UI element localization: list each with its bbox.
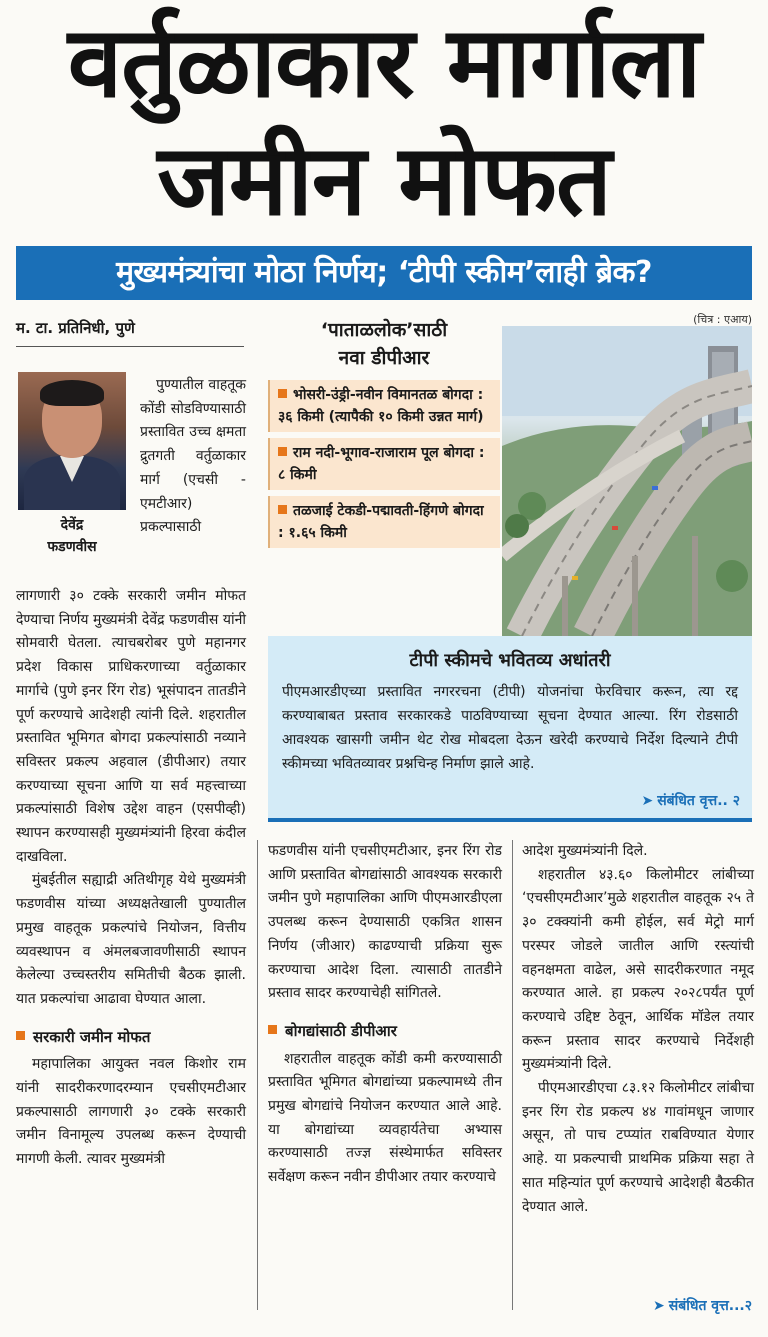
highway-illustration-svg <box>502 326 752 636</box>
headline-line-1: वर्तुळाकार मार्गाला <box>67 6 701 120</box>
photo-caption <box>18 514 126 558</box>
related-label: संबंधित वृत्त.. २ <box>657 793 740 809</box>
portrait-photo <box>18 372 126 510</box>
paragraph: आदेश मुख्यमंत्र्यांनी दिले. <box>522 843 648 859</box>
paragraph: शहरातील वाहतूक कोंडी कमी करण्यासाठी प्रस्तावित भूमिगत बोगद्यांच्या प्रकल्पामध्ये तीन प्रमुख बोगद्यांचे नियोजन करण्यात आले आहे. या बोगद्यांच्या व्यवहार्यतेचा अभ्यास करण्यासाठी तज्ज्ञ संस्थेमार्फत सविस्तर सर्वेक्षण करून नवीन डीपीआर तयार करण्याचे <box>268 1050 502 1186</box>
bullet-square-icon <box>278 447 287 456</box>
tp-scheme-box <box>268 636 752 822</box>
box-title: टीपी स्कीमचे भवितव्य अधांतरी <box>409 650 611 671</box>
paragraph: पीएमआरडीएचा ८३.१२ किलोमीटर लांबीचा इनर रिंग रोड प्रकल्प ४४ गावांमधून जाणार असून, तो पाच टप्प्यांत राबविण्यात येणार आहे. या प्रकल्पाची प्राथमिक प्रक्रिया सहा ते सात महिन्यांत पूर्ण करण्याचे आदेशही बैठकीत देण्यात आले. <box>522 1080 754 1215</box>
subheading <box>268 1020 502 1044</box>
subheading-text: सरकारी जमीन मोफत <box>33 1027 151 1046</box>
headline-line-2: जमीन मोफत <box>157 124 611 238</box>
ring-road-illustration <box>502 326 752 636</box>
lead-paragraph: पुण्यातील वाहतूक कोंडी सोडविण्यासाठी प्रस्तावित उच्च क्षमता द्रुतगती वर्तुळाकार मार्ग (एचसी - एमटीआर) प्रकल्पासाठी <box>140 377 246 536</box>
arrow-right-icon: ➤ <box>653 1298 665 1314</box>
paragraph: लागणारी ३० टक्के सरकारी जमीन मोफत देण्याचा निर्णय मुख्यमंत्री देवेंद्र फडणवीस यांनी सोमवारी घेतला. त्याचबरोबर पुणे महानगर प्रदेश विकास प्राधिकरणाच्या वर्तुळाकार मार्गाचे (पुणे इनर रिंग रोड) भूसंपादन तातडीने पूर्ण करण्याचे आदेशही त्यांनी दिले. शहरातील प्रस्तावित भूमिगत बोगदा प्रकल्पांसाठी नव्याने सविस्तर प्रकल्प अहवाल (डीपीआर) तयार करण्याच्या सूचना आणि या सर्व महत्त्वाच्या प्रकल्पांसाठी विशेष उद्देश वाहन (एसपीव्ही) स्थापन करण्यासही मुख्यमंत्र्यांनी हिरवा कंदील दाखविला. <box>16 588 246 865</box>
article-column-2 <box>268 840 502 1190</box>
image-credit: (चित्र : एआय) <box>693 313 752 326</box>
caption-line-1: देवेंद्र <box>60 517 84 533</box>
paragraph: फडणवीस यांनी एचसीएमटीआर, इनर रिंग रोड आणि प्रस्तावित बोगद्यांसाठी आवश्यक सरकारी जमीन पुणे महापालिका आणि पीएमआरडीएला उपलब्ध करून देण्यासाठी एकत्रित शासन निर्णय (जीआर) काढण्याची प्रक्रिया सुरू करण्याचा आदेश दिला. त्यासाठी तातडीने प्रस्ताव सादर करण्याचेही सांगितले. <box>268 843 502 1002</box>
column-divider <box>257 840 258 1310</box>
related-label: संबंधित वृत्त...२ <box>668 1298 752 1314</box>
tunnel-routes-panel <box>268 316 500 636</box>
article-column-1 <box>16 585 246 1172</box>
box-body: पीएमआरडीएच्या प्रस्तावित नगररचना (टीपी) योजनांचा फेरविचार करून, त्या रद्द करण्याबाबत प्रस्ताव सरकारकडे पाठविण्याच्या सूचना देण्यात आल्या. रिंग रोडसाठी आवश्यक खासगी जमीन थेट रोख मोबदला देऊन खरेदी करण्याचे निर्देश दिल्याने टीपी स्कीमच्या भवितव्यावर प्रश्नचिन्ह निर्माण झाले आहे. <box>282 684 738 772</box>
bullet-square-icon <box>268 1025 277 1034</box>
route-item <box>268 380 500 432</box>
byline: म. टा. प्रतिनिधी, पुणे <box>16 318 244 347</box>
subheading-text: बोगद्यांसाठी डीपीआर <box>285 1021 397 1040</box>
related-story-link[interactable] <box>641 791 740 810</box>
route-item <box>268 438 500 490</box>
article-column-3 <box>522 840 754 1219</box>
panel-title-line-1: ‘पाताळलोक’साठी <box>320 319 448 341</box>
panel-title <box>268 316 500 372</box>
caption-line-2: फडणवीस <box>47 539 97 555</box>
route-item <box>268 496 500 548</box>
paragraph: मुंबईतील सह्याद्री अतिथीगृह येथे मुख्यमंत्री फडणवीस यांच्या अध्यक्षतेखाली पुण्यातील प्रमुख वाहतूक प्रकल्पांचे नियोजन, वित्तीय व्यवस्थापन व अंमलबजावणीसाठी स्थापन केलेल्या उच्चस्तरीय समितीची बैठक झाली. यात प्रकल्पांचा आढावा घेण्यात आला. <box>16 872 246 1007</box>
bullet-square-icon <box>16 1031 25 1040</box>
route-text: भोसरी-उंड्री-नवीन विमानतळ बोगदा : ३६ किमी (त्यापैकी १० किमी उन्नत मार्ग) <box>278 387 484 425</box>
route-text: राम नदी-भूगाव-राजाराम पूल बोगदा : ८ किमी <box>278 445 485 483</box>
bullet-square-icon <box>278 389 287 398</box>
route-text: तळजाई टेकडी-पद्मावती-हिंगणे बोगदा : १.६५ किमी <box>278 503 484 541</box>
subheading <box>16 1026 246 1050</box>
panel-title-line-2: नवा डीपीआर <box>338 347 430 369</box>
arrow-right-icon: ➤ <box>641 793 654 809</box>
related-story-link-bottom[interactable] <box>653 1296 752 1315</box>
bullet-square-icon <box>278 505 287 514</box>
lead-text <box>140 374 246 540</box>
paragraph: महापालिका आयुक्त नवल किशोर राम यांनी सादरीकरणादरम्यान एचसीएमटीआर प्रकल्पासाठी लागणारी ३० टक्के सरकारी जमीन विनामूल्य उपलब्ध करून देण्याची मागणी केली. त्यावर मुख्यमंत्री <box>16 1056 246 1168</box>
paragraph: शहरातील ४३.६० किलोमीटर लांबीच्या ‘एचसीएमटीआर’मुळे शहरातील वाहतूक २५ ते ३० टक्क्यांनी कमी होईल, सर्व मेट्रो मार्ग परस्पर जोडले जातील आणि रस्त्यांची वहनक्षमता वाढेल, असे सादरीकरणात नमूद करण्यात आले. हा प्रकल्प २०२८पर्यंत पूर्ण करण्याचे उद्दिष्ट ठेवून, आर्थिक मॉडेल तयार करून प्रस्ताव सादर करण्याचे निर्देशही मुख्यमंत्र्यांनी दिले. <box>522 866 754 1073</box>
column-divider <box>512 840 513 1310</box>
strap-headline: मुख्यमंत्र्यांचा मोठा निर्णय; ‘टीपी स्कीम’लाही ब्रेक? <box>16 246 752 300</box>
